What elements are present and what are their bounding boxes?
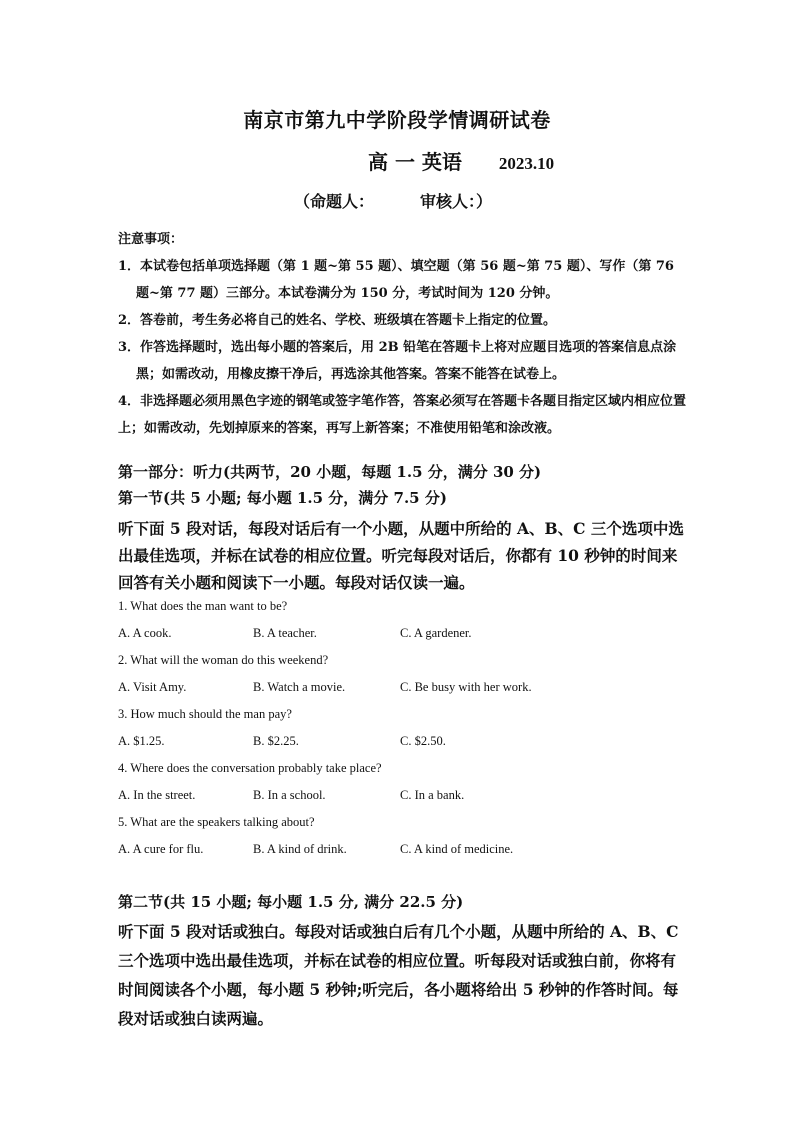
notes-block <box>118 226 688 442</box>
option-b: B. A teacher. <box>253 626 317 640</box>
byline <box>294 189 492 212</box>
question-options <box>118 786 688 813</box>
question-text: 4. Where does the conversation probably take place? <box>118 761 382 775</box>
option-c: C. A kind of medicine. <box>400 842 514 856</box>
subject-label: 高 一 英语 <box>368 150 462 174</box>
option-c: C. Be busy with her work. <box>400 680 532 694</box>
option-a: A. In the street. <box>118 788 196 802</box>
section1-heading: 第一节(共 5 小题; 每小题 1.5 分，满分 7.5 分) <box>118 489 447 507</box>
exam-date: 2023.10 <box>498 154 555 173</box>
option-a: A. A cure for flu. <box>118 842 204 856</box>
question-text: 1. What does the man want to be? <box>118 599 288 613</box>
option-a: A. $1.25. <box>118 734 165 748</box>
option-b: B. In a school. <box>253 788 326 802</box>
option-c: C. A gardener. <box>400 626 472 640</box>
note-item: 3．作答选择题时，选出每小题的答案后，用 2B 铅笔在答题卡上将对应题目选项的答案信息点涂黑；如需改动，用橡皮擦干净后，再选涂其他答案。答案不能答在试卷上。 <box>118 340 677 382</box>
question-options <box>118 732 688 759</box>
option-b: B. A kind of drink. <box>253 842 347 856</box>
note-item: 2．答卷前，考生务必将自己的姓名、学校、班级填在答题卡上指定的位置。 <box>118 313 557 328</box>
question-options <box>118 624 688 651</box>
option-c: C. $2.50. <box>400 734 446 748</box>
part1-heading: 第一部分：听力(共两节，20 小题，每题 1.5 分，满分 30 分) <box>118 463 542 481</box>
exam-title: 南京市第九中学阶段学情调研试卷 <box>243 108 551 132</box>
question-text: 5. What are the speakers talking about? <box>118 815 315 829</box>
reviewer-label: 审核人：） <box>420 192 493 211</box>
question-options <box>118 678 688 705</box>
question-text: 3. How much should the man pay? <box>118 707 292 721</box>
section1-instructions: 听下面 5 段对话，每段对话后有一个小题，从题中所给的 A、B、C 三个选项中选出最佳选项，并标在试卷的相应位置。听完每段对话后，你都有 10 秒钟的时间来回答有关小题和阅读下一小题。每段对话仅读一遍。 <box>118 519 684 592</box>
section2-heading: 第二节(共 15 小题; 每小题 1.5 分, 满分 22.5 分) <box>118 893 464 911</box>
option-b: B. $2.25. <box>253 734 299 748</box>
note-item: 4．非选择题必须用黑色字迹的钢笔或签字笔作答，答案必须写在答题卡各题目指定区域内相应位置上；如需改动，先划掉原来的答案，再写上新答案；不准使用铅笔和涂改液。 <box>118 394 687 436</box>
question-text: 2. What will the woman do this weekend? <box>118 653 329 667</box>
section2-instructions: 听下面 5 段对话或独白。每段对话或独白后有几个小题，从题中所给的 A、B、C 三个选项中选出最佳选项，并标在试卷的相应位置。听每段对话或独白前，你将有时间阅读各个小题，每小题 5 秒钟;听完后，各小题将给出 5 秒钟的作答时间。每段对话或独白读两遍。 <box>118 922 679 1028</box>
option-c: C. In a bank. <box>400 788 465 802</box>
option-a: A. A cook. <box>118 626 172 640</box>
option-a: A. Visit Amy. <box>118 680 187 694</box>
question-options <box>118 840 688 867</box>
notes-heading: 注意事项： <box>118 232 184 247</box>
option-b: B. Watch a movie. <box>253 680 346 694</box>
note-item: 1．本试卷包括单项选择题（第 1 题~第 55 题）、填空题（第 56 题~第 75 题）、写作（第 76 题~第 77 题）三部分。本试卷满分为 150 分，考试时间为 120 分钟。 <box>118 259 674 301</box>
question-list <box>118 597 688 867</box>
author-label: （命题人： <box>294 192 375 211</box>
exam-subtitle <box>368 146 554 175</box>
